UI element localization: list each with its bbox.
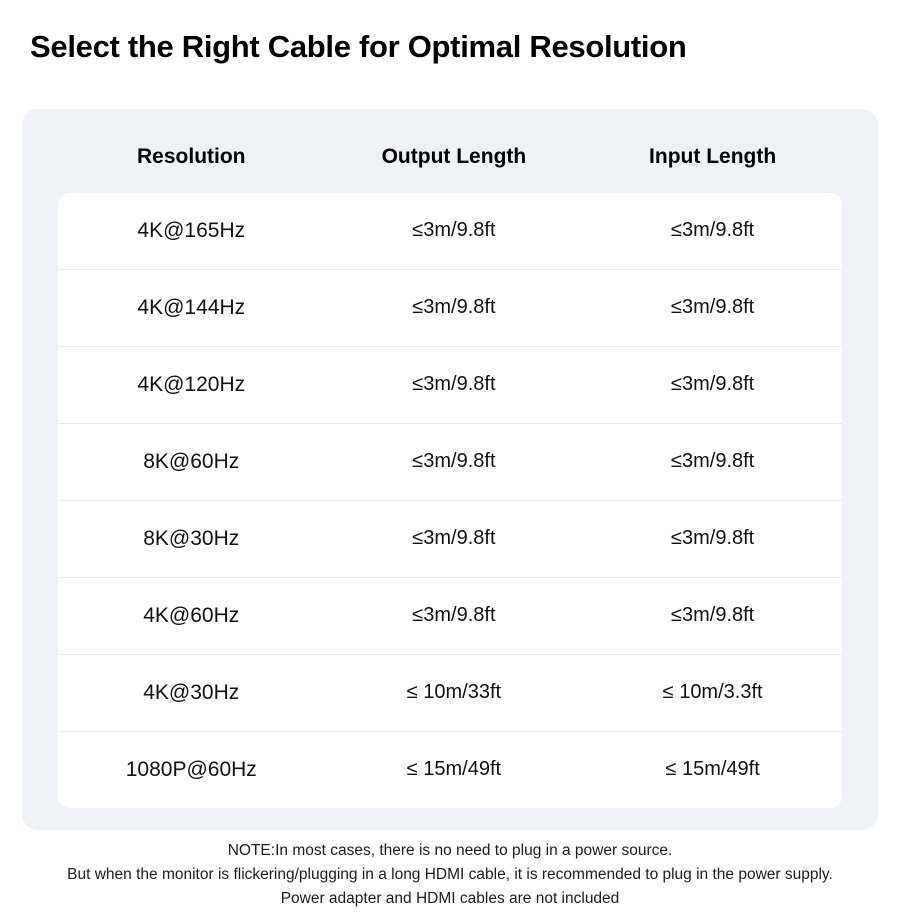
resolution-table [22, 109, 878, 830]
cell-input-length: ≤ 10m/3.3ft [662, 681, 763, 704]
infographic-page [0, 21, 900, 917]
cell-input-length: ≤3m/9.8ft [671, 296, 755, 319]
cell-output-length: ≤3m/9.8ft [412, 604, 496, 627]
column-header-input-length: Input Length [649, 144, 777, 168]
cell-output-length: ≤ 15m/49ft [406, 758, 502, 781]
cell-resolution: 4K@120Hz [137, 372, 246, 396]
footnote-line: NOTE:In most cases, there is no need to plug in a power source. [227, 841, 673, 859]
resolution-table-card [22, 109, 878, 830]
table-row [58, 270, 842, 347]
table-row [58, 424, 842, 501]
cell-resolution: 8K@30Hz [143, 526, 240, 550]
cell-output-length: ≤3m/9.8ft [412, 450, 496, 473]
cell-output-length: ≤ 10m/33ft [406, 681, 502, 704]
column-header-output-length: Output Length [381, 144, 527, 168]
cell-output-length: ≤3m/9.8ft [412, 527, 496, 550]
cell-resolution: 4K@144Hz [137, 295, 246, 319]
footnotes [0, 839, 900, 911]
column-header-resolution: Resolution [137, 144, 246, 168]
cell-input-length: ≤ 15m/49ft [665, 758, 760, 781]
cell-output-length: ≤3m/9.8ft [412, 296, 496, 319]
table-body [58, 193, 842, 808]
footnote-line: But when the monitor is flickering/plugging in a long HDMI cable, it is recommended to plug in the power supply. [67, 865, 833, 883]
cell-resolution: 4K@30Hz [143, 680, 240, 704]
table-row [58, 578, 842, 655]
cell-input-length: ≤3m/9.8ft [671, 450, 755, 473]
cell-resolution: 4K@165Hz [137, 218, 246, 242]
table-row [58, 501, 842, 578]
cell-input-length: ≤3m/9.8ft [671, 604, 755, 627]
page-title: Select the Right Cable for Optimal Resolution [30, 28, 687, 64]
cell-output-length: ≤3m/9.8ft [412, 219, 496, 242]
cell-input-length: ≤3m/9.8ft [671, 373, 755, 396]
cell-output-length: ≤3m/9.8ft [412, 373, 496, 396]
cell-input-length: ≤3m/9.8ft [671, 527, 755, 550]
cell-input-length: ≤3m/9.8ft [671, 219, 755, 242]
cell-resolution: 8K@60Hz [143, 449, 240, 473]
footnote-line: Power adapter and HDMI cables are not included [280, 889, 620, 907]
cell-resolution: 4K@60Hz [143, 603, 240, 627]
table-row [58, 732, 842, 808]
cell-resolution: 1080P@60Hz [125, 757, 257, 781]
table-row [58, 193, 842, 270]
table-row [58, 347, 842, 424]
table-header-row [58, 121, 842, 193]
table-row [58, 655, 842, 732]
